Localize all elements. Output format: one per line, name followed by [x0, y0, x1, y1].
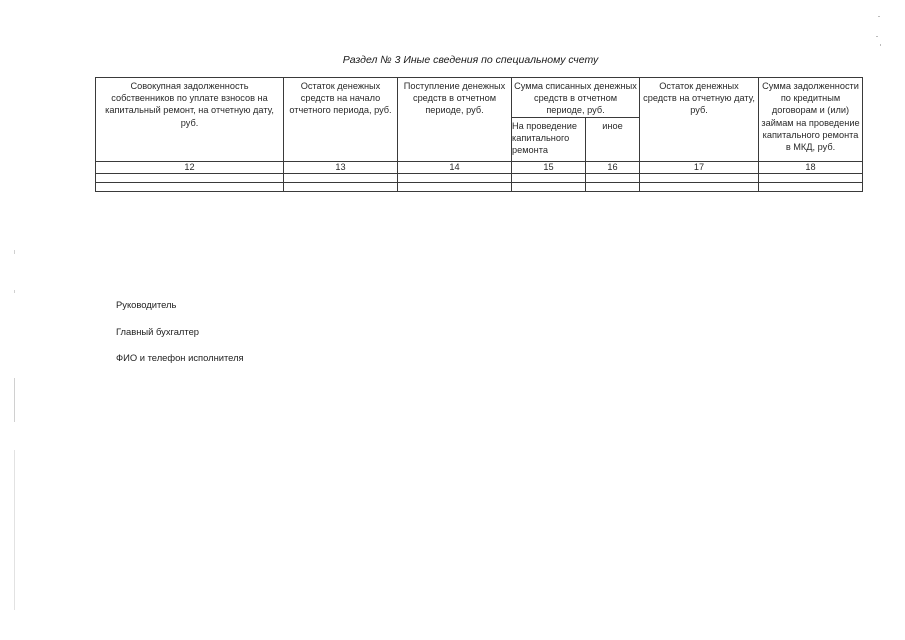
scan-edge-mark	[14, 250, 15, 254]
column-number-12: 12	[96, 161, 284, 173]
column-number-13: 13	[284, 161, 398, 173]
header-written-off-group: Сумма списанных денежных средств в отчетном периоде, руб.	[512, 78, 640, 118]
scan-speck	[878, 16, 880, 17]
column-number-16: 16	[586, 161, 640, 173]
empty-cell	[284, 182, 398, 191]
header-col-16: иное	[586, 117, 640, 161]
signature-head-label: Руководитель	[116, 299, 177, 310]
empty-cell	[586, 173, 640, 182]
empty-cell	[284, 173, 398, 182]
header-col-13: Остаток денежных средств на начало отчетного периода, руб.	[284, 78, 398, 162]
empty-cell	[512, 173, 586, 182]
empty-row	[96, 173, 863, 182]
signature-executor-label: ФИО и телефон исполнителя	[116, 352, 244, 363]
scan-speck	[880, 44, 881, 46]
header-col-17: Остаток денежных средств на отчетную дату, руб.	[640, 78, 759, 162]
empty-cell	[96, 173, 284, 182]
empty-cell	[586, 182, 640, 191]
header-col-15: На проведение капитального ремонта	[512, 117, 586, 161]
empty-cell	[640, 173, 759, 182]
empty-cell	[398, 173, 512, 182]
empty-cell	[640, 182, 759, 191]
empty-cell	[96, 182, 284, 191]
empty-cell	[398, 182, 512, 191]
header-col-14: Поступление денежных средств в отчетном периоде, руб.	[398, 78, 512, 162]
scan-edge-mark	[14, 378, 15, 422]
empty-cell	[512, 182, 586, 191]
header-col-18: Сумма задолженности по кредитным договорам и (или) займам на проведение капитального ремонта в МКД, руб.	[759, 78, 863, 162]
special-account-table	[95, 77, 863, 192]
empty-cell	[759, 182, 863, 191]
column-number-18: 18	[759, 161, 863, 173]
column-number-row	[96, 161, 863, 173]
column-number-15: 15	[512, 161, 586, 173]
header-col-12: Совокупная задолженность собственников по уплате взносов на капитальный ремонт, на отчетную дату, руб.	[96, 78, 284, 162]
scan-edge-mark	[14, 290, 15, 293]
scan-edge-mark	[14, 450, 15, 610]
column-number-17: 17	[640, 161, 759, 173]
empty-cell	[759, 173, 863, 182]
signature-chief-accountant-label: Главный бухгалтер	[116, 326, 200, 337]
column-number-14: 14	[398, 161, 512, 173]
scan-speck	[876, 36, 878, 37]
section-title: Раздел № 3 Иные сведения по специальному счету	[342, 54, 599, 66]
empty-row	[96, 182, 863, 191]
